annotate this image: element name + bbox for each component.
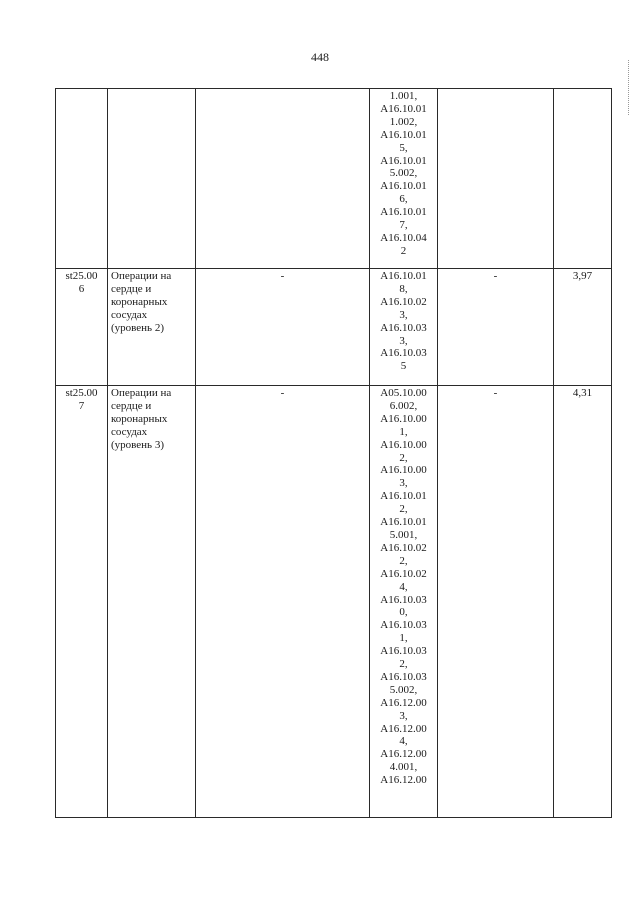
text-line: A16.10.01 [380, 128, 427, 141]
text-line: A16.10.02 [380, 567, 427, 580]
services-list [373, 270, 434, 373]
text-line: коронарных [111, 295, 168, 308]
text-line: сосудах [111, 308, 148, 321]
extra-criteria-cell [438, 89, 554, 269]
criteria-cell: - [196, 386, 370, 818]
text-line: 4, [399, 580, 408, 593]
text-line: сердце и [111, 399, 152, 412]
text-line: 6 [78, 282, 85, 295]
text-line: A16.10.03 [380, 645, 427, 658]
table-row [56, 89, 612, 269]
text-line: 5, [399, 141, 408, 154]
services-cell [370, 269, 438, 386]
text-line: A16.12.00 [380, 774, 427, 787]
services-list [373, 387, 434, 787]
code-cell [56, 269, 108, 386]
text-line: сосудах [111, 425, 148, 438]
text-line: (уровень 3) [111, 438, 164, 451]
name-text [111, 270, 192, 335]
text-line: A16.12.00 [380, 722, 427, 735]
text-line: A16.10.03 [380, 593, 427, 606]
text-line: A16.10.01 [380, 206, 427, 219]
text-line: 3, [399, 334, 408, 347]
text-line: A16.10.01 [380, 490, 427, 503]
text-line: 5.002, [389, 683, 418, 696]
text-line: 5 [400, 360, 407, 373]
text-line: A16.10.01 [380, 102, 427, 115]
text-line: коронарных [111, 412, 168, 425]
text-line: 1, [399, 632, 408, 645]
services-cell [370, 89, 438, 269]
text-line: 2, [399, 554, 408, 567]
text-line: Операции на [111, 270, 172, 282]
text-line: 3, [399, 709, 408, 722]
text-line: 1, [399, 425, 408, 438]
text-line: 6, [399, 193, 408, 206]
code-text [59, 387, 104, 413]
text-line: 7 [78, 399, 85, 412]
name-cell [108, 89, 196, 269]
text-line: st25.00 [65, 387, 98, 399]
name-cell [108, 269, 196, 386]
text-line: A16.10.03 [380, 619, 427, 632]
text-line: A16.10.03 [380, 670, 427, 683]
text-line: A16.10.02 [380, 295, 427, 308]
text-line: 6.002, [389, 399, 418, 412]
text-line: 4.001, [389, 761, 418, 774]
text-line: A16.12.00 [380, 748, 427, 761]
table-row [56, 386, 612, 818]
name-text [111, 387, 192, 452]
text-line: A16.12.00 [380, 696, 427, 709]
text-line: 2, [399, 658, 408, 671]
text-line: A16.10.03 [380, 347, 427, 360]
text-line: A16.10.00 [380, 412, 427, 425]
scan-edge-mark [628, 60, 631, 115]
text-line: A16.10.01 [380, 180, 427, 193]
text-line: 1.002, [389, 115, 418, 128]
text-line: сердце и [111, 282, 152, 295]
coefficient-cell [554, 89, 612, 269]
text-line: 5.002, [389, 167, 418, 180]
code-text [59, 270, 104, 296]
extra-criteria-cell: - [438, 269, 554, 386]
text-line: 2, [399, 451, 408, 464]
tariff-table [55, 88, 612, 818]
page-number: 448 [311, 50, 329, 64]
text-line: 3, [399, 477, 408, 490]
text-line: 2 [400, 244, 407, 257]
text-line: 4, [399, 735, 408, 748]
services-cell [370, 386, 438, 818]
text-line: 0, [399, 606, 408, 619]
extra-criteria-cell: - [438, 386, 554, 818]
text-line: A16.10.03 [380, 321, 427, 334]
text-line: A05.10.00 [380, 387, 427, 399]
text-line: A16.10.04 [380, 231, 427, 244]
text-line: (уровень 2) [111, 321, 164, 334]
text-line: 7, [399, 219, 408, 232]
text-line: A16.10.02 [380, 541, 427, 554]
text-line: 2, [399, 503, 408, 516]
text-line: A16.10.01 [380, 270, 427, 282]
table-row [56, 269, 612, 386]
services-list [373, 90, 434, 258]
criteria-cell: - [196, 269, 370, 386]
coefficient-cell: 3,97 [554, 269, 612, 386]
text-line: Операции на [111, 387, 172, 399]
criteria-cell [196, 89, 370, 269]
text-line: 3, [399, 308, 408, 321]
text-line: A16.10.00 [380, 464, 427, 477]
code-cell [56, 386, 108, 818]
text-line: st25.00 [65, 270, 98, 282]
text-line: A16.10.01 [380, 154, 427, 167]
text-line: 5.001, [389, 528, 418, 541]
text-line: 8, [399, 282, 408, 295]
name-cell [108, 386, 196, 818]
text-line: A16.10.01 [380, 516, 427, 529]
coefficient-cell: 4,31 [554, 386, 612, 818]
code-cell [56, 89, 108, 269]
text-line: A16.10.00 [380, 438, 427, 451]
text-line: 1.001, [389, 90, 418, 102]
